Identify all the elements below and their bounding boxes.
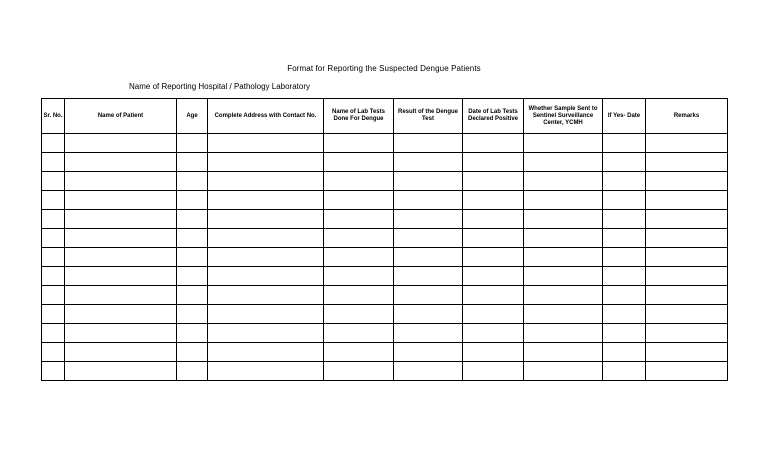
header-address: Complete Address with Contact No. bbox=[208, 99, 324, 134]
table-cell[interactable] bbox=[208, 172, 324, 191]
table-cell[interactable] bbox=[208, 305, 324, 324]
table-cell[interactable] bbox=[324, 153, 394, 172]
table-cell[interactable] bbox=[65, 248, 177, 267]
table-cell[interactable] bbox=[65, 286, 177, 305]
table-cell[interactable] bbox=[42, 305, 65, 324]
table-cell[interactable] bbox=[42, 210, 65, 229]
table-cell[interactable] bbox=[177, 248, 208, 267]
table-cell[interactable] bbox=[463, 172, 524, 191]
table-cell[interactable] bbox=[646, 362, 728, 381]
table-cell[interactable] bbox=[394, 305, 463, 324]
table-cell[interactable] bbox=[463, 134, 524, 153]
table-cell[interactable] bbox=[524, 343, 603, 362]
table-cell[interactable] bbox=[524, 248, 603, 267]
table-cell[interactable] bbox=[394, 362, 463, 381]
table-cell[interactable] bbox=[603, 324, 646, 343]
header-remarks: Remarks bbox=[646, 99, 728, 134]
table-cell[interactable] bbox=[42, 153, 65, 172]
table-cell[interactable] bbox=[603, 134, 646, 153]
reporting-table bbox=[41, 98, 728, 381]
document-title: Format for Reporting the Suspected Dengue Patients bbox=[287, 64, 481, 73]
table-cell[interactable] bbox=[646, 286, 728, 305]
table-row bbox=[42, 305, 728, 324]
table-cell[interactable] bbox=[324, 286, 394, 305]
table-row bbox=[42, 172, 728, 191]
header-if-yes-date: If Yes- Date bbox=[603, 99, 646, 134]
table-cell[interactable] bbox=[603, 210, 646, 229]
table-cell[interactable] bbox=[208, 248, 324, 267]
table-cell[interactable] bbox=[324, 267, 394, 286]
table-cell[interactable] bbox=[208, 267, 324, 286]
table-cell[interactable] bbox=[646, 324, 728, 343]
header-result: Result of the Dengue Test bbox=[394, 99, 463, 134]
table-cell[interactable] bbox=[603, 343, 646, 362]
table-row bbox=[42, 191, 728, 210]
table-cell[interactable] bbox=[324, 210, 394, 229]
table-cell[interactable] bbox=[524, 134, 603, 153]
table-cell[interactable] bbox=[463, 153, 524, 172]
table-cell[interactable] bbox=[646, 153, 728, 172]
table-cell[interactable] bbox=[42, 134, 65, 153]
table-cell[interactable] bbox=[603, 229, 646, 248]
table-cell[interactable] bbox=[394, 267, 463, 286]
table-cell[interactable] bbox=[646, 305, 728, 324]
table-cell[interactable] bbox=[603, 153, 646, 172]
table-cell[interactable] bbox=[646, 210, 728, 229]
table-cell[interactable] bbox=[524, 267, 603, 286]
table-cell[interactable] bbox=[524, 172, 603, 191]
table-cell[interactable] bbox=[394, 172, 463, 191]
header-age: Age bbox=[177, 99, 208, 134]
table-cell[interactable] bbox=[42, 362, 65, 381]
table-cell[interactable] bbox=[463, 286, 524, 305]
table-row bbox=[42, 324, 728, 343]
table-cell[interactable] bbox=[394, 191, 463, 210]
table-cell[interactable] bbox=[42, 286, 65, 305]
table-cell[interactable] bbox=[177, 172, 208, 191]
table-cell[interactable] bbox=[646, 229, 728, 248]
table-cell[interactable] bbox=[463, 210, 524, 229]
table-cell[interactable] bbox=[208, 343, 324, 362]
table-cell[interactable] bbox=[65, 172, 177, 191]
table-row bbox=[42, 153, 728, 172]
table-body bbox=[42, 134, 728, 381]
table-row bbox=[42, 343, 728, 362]
table-cell[interactable] bbox=[177, 343, 208, 362]
table-cell[interactable] bbox=[65, 229, 177, 248]
table-cell[interactable] bbox=[394, 229, 463, 248]
table-cell[interactable] bbox=[208, 229, 324, 248]
table-cell[interactable] bbox=[463, 267, 524, 286]
table-cell[interactable] bbox=[394, 153, 463, 172]
table-cell[interactable] bbox=[208, 362, 324, 381]
table-cell[interactable] bbox=[394, 210, 463, 229]
table-cell[interactable] bbox=[65, 191, 177, 210]
table-row bbox=[42, 229, 728, 248]
header-name-of-patient: Name of Patient bbox=[65, 99, 177, 134]
table-cell[interactable] bbox=[603, 248, 646, 267]
table-cell[interactable] bbox=[394, 286, 463, 305]
table-cell[interactable] bbox=[463, 343, 524, 362]
table-cell[interactable] bbox=[177, 191, 208, 210]
table-cell[interactable] bbox=[463, 191, 524, 210]
table-cell[interactable] bbox=[42, 172, 65, 191]
table-cell[interactable] bbox=[177, 210, 208, 229]
table-cell[interactable] bbox=[524, 229, 603, 248]
table-cell[interactable] bbox=[42, 191, 65, 210]
table-cell[interactable] bbox=[208, 191, 324, 210]
table-cell[interactable] bbox=[177, 229, 208, 248]
table-cell[interactable] bbox=[603, 267, 646, 286]
table-cell[interactable] bbox=[524, 362, 603, 381]
table-row bbox=[42, 248, 728, 267]
table-cell[interactable] bbox=[463, 305, 524, 324]
table-row bbox=[42, 134, 728, 153]
table-row bbox=[42, 286, 728, 305]
table-cell[interactable] bbox=[208, 210, 324, 229]
table-cell[interactable] bbox=[524, 210, 603, 229]
table-cell[interactable] bbox=[177, 153, 208, 172]
table-cell[interactable] bbox=[42, 267, 65, 286]
table-cell[interactable] bbox=[603, 305, 646, 324]
table-cell[interactable] bbox=[177, 286, 208, 305]
table-cell[interactable] bbox=[394, 343, 463, 362]
header-sr-no: Sr. No. bbox=[42, 99, 65, 134]
table-cell[interactable] bbox=[177, 267, 208, 286]
table-cell[interactable] bbox=[208, 134, 324, 153]
table-cell[interactable] bbox=[208, 286, 324, 305]
table-cell[interactable] bbox=[65, 305, 177, 324]
table-row bbox=[42, 267, 728, 286]
table-cell[interactable] bbox=[324, 362, 394, 381]
table-cell[interactable] bbox=[524, 305, 603, 324]
table-cell[interactable] bbox=[603, 191, 646, 210]
table-cell[interactable] bbox=[394, 248, 463, 267]
table-cell[interactable] bbox=[603, 172, 646, 191]
table-cell[interactable] bbox=[42, 229, 65, 248]
table-cell[interactable] bbox=[42, 343, 65, 362]
table-cell[interactable] bbox=[65, 343, 177, 362]
table-cell[interactable] bbox=[208, 324, 324, 343]
table-cell[interactable] bbox=[324, 305, 394, 324]
table-cell[interactable] bbox=[324, 248, 394, 267]
table-cell[interactable] bbox=[524, 324, 603, 343]
table-cell[interactable] bbox=[324, 191, 394, 210]
header-date-positive: Date of Lab Tests Declared Positive bbox=[463, 99, 524, 134]
table-cell[interactable] bbox=[646, 267, 728, 286]
table-cell[interactable] bbox=[646, 343, 728, 362]
table-cell[interactable] bbox=[324, 324, 394, 343]
table-cell[interactable] bbox=[646, 134, 728, 153]
table-cell[interactable] bbox=[65, 134, 177, 153]
table-cell[interactable] bbox=[324, 134, 394, 153]
table-cell[interactable] bbox=[177, 305, 208, 324]
table-cell[interactable] bbox=[65, 210, 177, 229]
table-row bbox=[42, 210, 728, 229]
table-cell[interactable] bbox=[324, 343, 394, 362]
table-cell[interactable] bbox=[646, 248, 728, 267]
table-cell[interactable] bbox=[65, 324, 177, 343]
table-cell[interactable] bbox=[394, 134, 463, 153]
header-lab-tests: Name of Lab Tests Done For Dengue bbox=[324, 99, 394, 134]
table-cell[interactable] bbox=[65, 362, 177, 381]
table-cell[interactable] bbox=[65, 153, 177, 172]
table-cell[interactable] bbox=[177, 134, 208, 153]
table-cell[interactable] bbox=[463, 324, 524, 343]
table-cell[interactable] bbox=[463, 362, 524, 381]
table-cell[interactable] bbox=[324, 172, 394, 191]
table-cell[interactable] bbox=[324, 229, 394, 248]
reporting-hospital-label: Name of Reporting Hospital / Pathology Laboratory bbox=[129, 82, 310, 91]
table-cell[interactable] bbox=[177, 362, 208, 381]
table-cell[interactable] bbox=[646, 191, 728, 210]
header-sample-sent: Whether Sample Sent to Sentinel Surveillance Center, YCMH bbox=[524, 99, 603, 134]
table-cell[interactable] bbox=[42, 324, 65, 343]
table-cell[interactable] bbox=[603, 286, 646, 305]
table-cell[interactable] bbox=[208, 153, 324, 172]
table-cell[interactable] bbox=[463, 248, 524, 267]
table-cell[interactable] bbox=[177, 324, 208, 343]
table-cell[interactable] bbox=[42, 248, 65, 267]
table-cell[interactable] bbox=[524, 191, 603, 210]
table-cell[interactable] bbox=[603, 362, 646, 381]
table-cell[interactable] bbox=[524, 153, 603, 172]
table-cell[interactable] bbox=[394, 324, 463, 343]
table-cell[interactable] bbox=[65, 267, 177, 286]
table-cell[interactable] bbox=[524, 286, 603, 305]
table-header-row bbox=[42, 99, 728, 134]
table-cell[interactable] bbox=[646, 172, 728, 191]
table-row bbox=[42, 362, 728, 381]
table-cell[interactable] bbox=[463, 229, 524, 248]
